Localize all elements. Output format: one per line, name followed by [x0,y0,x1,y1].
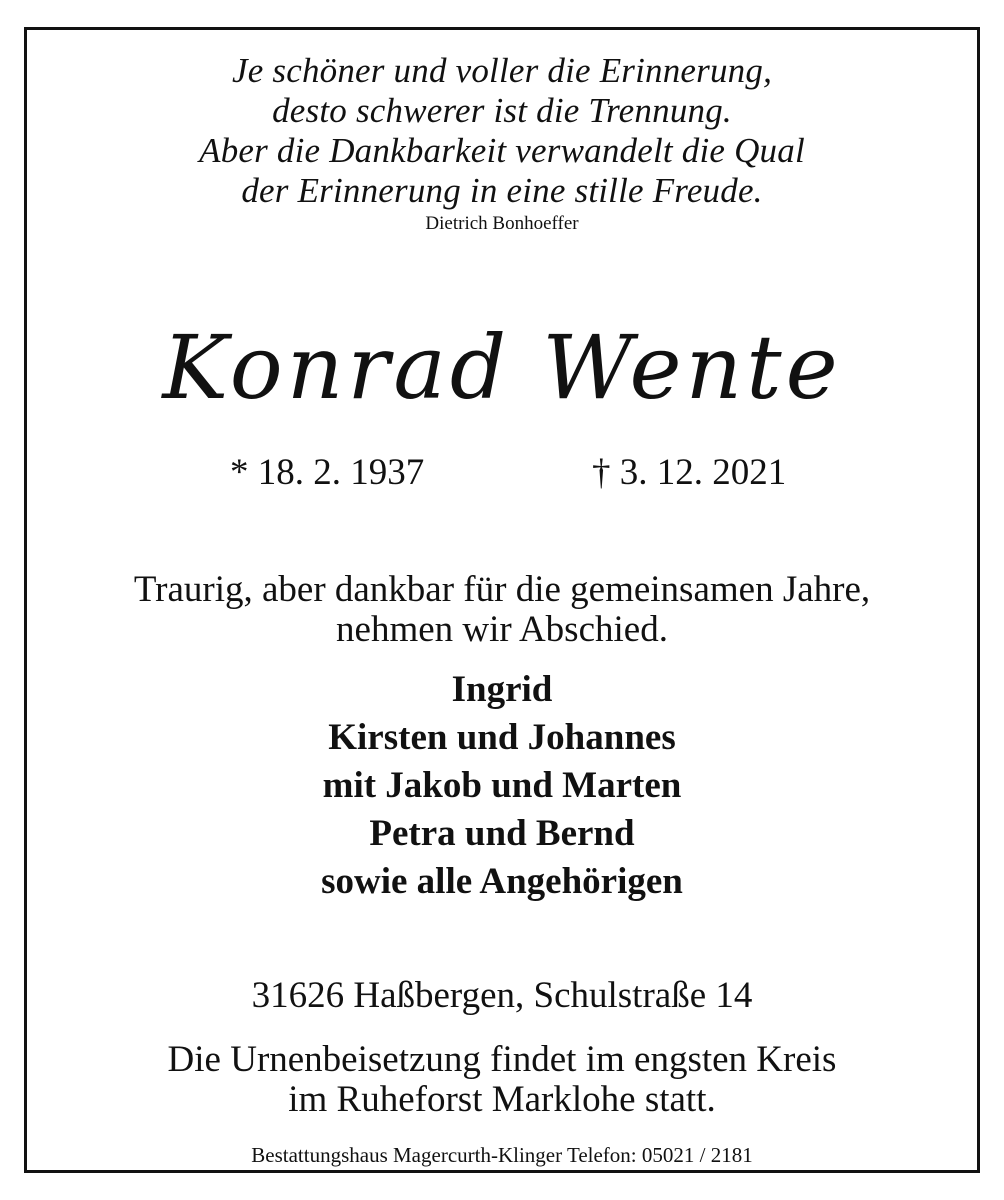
mourner-name: mit Jakob und Marten [322,765,682,806]
burial-line: Die Urnenbeisetzung findet im engsten Kreis [167,1039,837,1080]
mourners-list [0,666,1004,906]
farewell-message [0,570,1004,650]
mourner-name: sowie alle Angehörigen [321,861,683,902]
mourner-name: Petra und Bernd [369,813,635,854]
burial-notice [0,1040,1004,1120]
burial-line: im Ruheforst Marklohe statt. [288,1079,716,1120]
funeral-home-contact: Bestattungshaus Magercurth-Klinger Telefon: 05021 / 2181 [251,1143,753,1167]
mourner-name: Ingrid [451,669,553,710]
quote-block [0,51,1004,235]
quote-line: desto schwerer ist die Trennung. [272,91,732,130]
death-date: † 3. 12. 2021 [592,452,787,493]
quote-author: Dietrich Bonhoeffer [425,213,579,234]
footer-credit [245,1142,758,1168]
mourning-address: 31626 Haßbergen, Schulstraße 14 [251,975,753,1016]
birth-date: * 18. 2. 1937 [230,452,425,493]
mourner-name: Kirsten und Johannes [328,717,676,758]
quote-line: Aber die Dankbarkeit verwandelt die Qual [199,131,805,170]
quote-line: Je schöner und voller die Erinnerung, [231,51,773,90]
message-line: Traurig, aber dankbar für die gemeinsamen Jahre, [133,569,871,610]
message-line: nehmen wir Abschied. [336,609,668,650]
deceased-name: Konrad Wente [162,316,842,419]
quote-line: der Erinnerung in eine stille Freude. [241,171,763,210]
